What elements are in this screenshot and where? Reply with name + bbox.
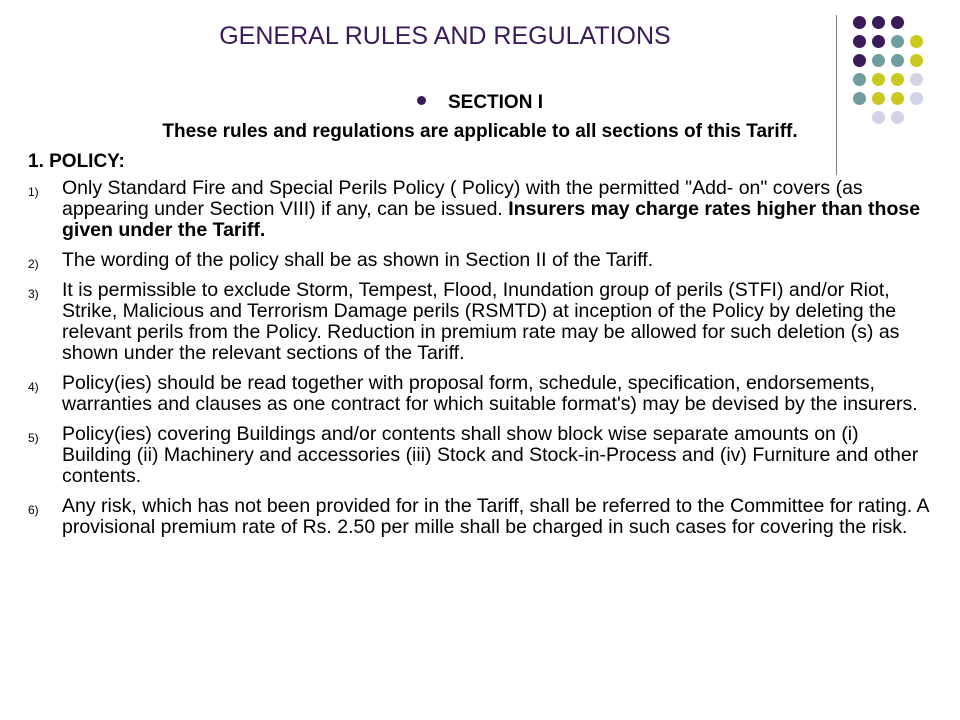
item-number: 4): [28, 380, 39, 394]
decorative-dot: [853, 54, 866, 67]
decorative-dot: [853, 73, 866, 86]
applicability-note: These rules and regulations are applicable to all sections of this Tariff.: [162, 121, 798, 142]
decorative-dot: [853, 16, 866, 29]
item-text: [62, 178, 933, 241]
item-number: 5): [28, 431, 39, 445]
item-number: 6): [28, 503, 39, 517]
bullet-icon: [417, 96, 426, 105]
list-item: [28, 424, 933, 487]
item-number: 1): [28, 185, 39, 199]
item-number: 3): [28, 287, 39, 301]
decorative-dot: [891, 54, 904, 67]
item-text-bold: Insurers may charge rates higher than those given under the Tariff.: [62, 198, 921, 241]
item-text: It is permissible to exclude Storm, Tempest, Flood, Inundation group of perils (STFI) and/or Riot, Strike, Malicious and Terrorism Damage perils (RSMTD) at inception of the Policy by deleting the relevant perils from the Policy. Reduction in premium rate may be allowed for such deletion (s) as shown under the relevant sections of the Tariff.: [62, 279, 900, 364]
decorative-dot: [891, 16, 904, 29]
list-item: [28, 373, 933, 415]
decorative-dot: [872, 73, 885, 86]
decorative-dot: [853, 35, 866, 48]
list-item: [28, 250, 933, 271]
decorative-dot: [872, 35, 885, 48]
item-text: Any risk, which has not been provided for in the Tariff, shall be referred to the Committee for rating. A provisional premium rate of Rs. 2.50 per mille shall be charged in such cases for covering the risk.: [62, 495, 929, 538]
policy-list: [28, 178, 933, 547]
decorative-dot: [872, 16, 885, 29]
decorative-dot: [910, 35, 923, 48]
section-heading: [0, 92, 960, 114]
item-number: 2): [28, 257, 39, 271]
list-item: [28, 178, 933, 241]
decorative-dot: [891, 35, 904, 48]
section-heading-text: SECTION I: [447, 92, 543, 113]
decorative-dot: [891, 73, 904, 86]
decorative-dot-grid: [853, 16, 953, 166]
item-text-regular: Only Standard Fire and Special Perils Policy ( Policy) with the permitted "Add- on" covers (as appearing under Section VIII) if any, can be issued.: [62, 177, 863, 220]
list-item: [28, 280, 933, 364]
policy-heading: 1. POLICY:: [28, 151, 125, 172]
slide-title: GENERAL RULES AND REGULATIONS: [219, 22, 671, 50]
item-text: The wording of the policy shall be as shown in Section II of the Tariff.: [62, 249, 654, 271]
decorative-dot: [910, 73, 923, 86]
decorative-dot: [910, 54, 923, 67]
list-item: [28, 496, 933, 538]
decorative-dot: [872, 54, 885, 67]
item-text: Policy(ies) should be read together with proposal form, schedule, specification, endorsements, warranties and clauses as one contract for which suitable format's) may be devised by the insurers.: [62, 372, 918, 415]
item-text: Policy(ies) covering Buildings and/or contents shall show block wise separate amounts on (i) Building (ii) Machinery and accessories (iii) Stock and Stock-in-Process and (iv) Furniture and other contents.: [62, 423, 919, 487]
